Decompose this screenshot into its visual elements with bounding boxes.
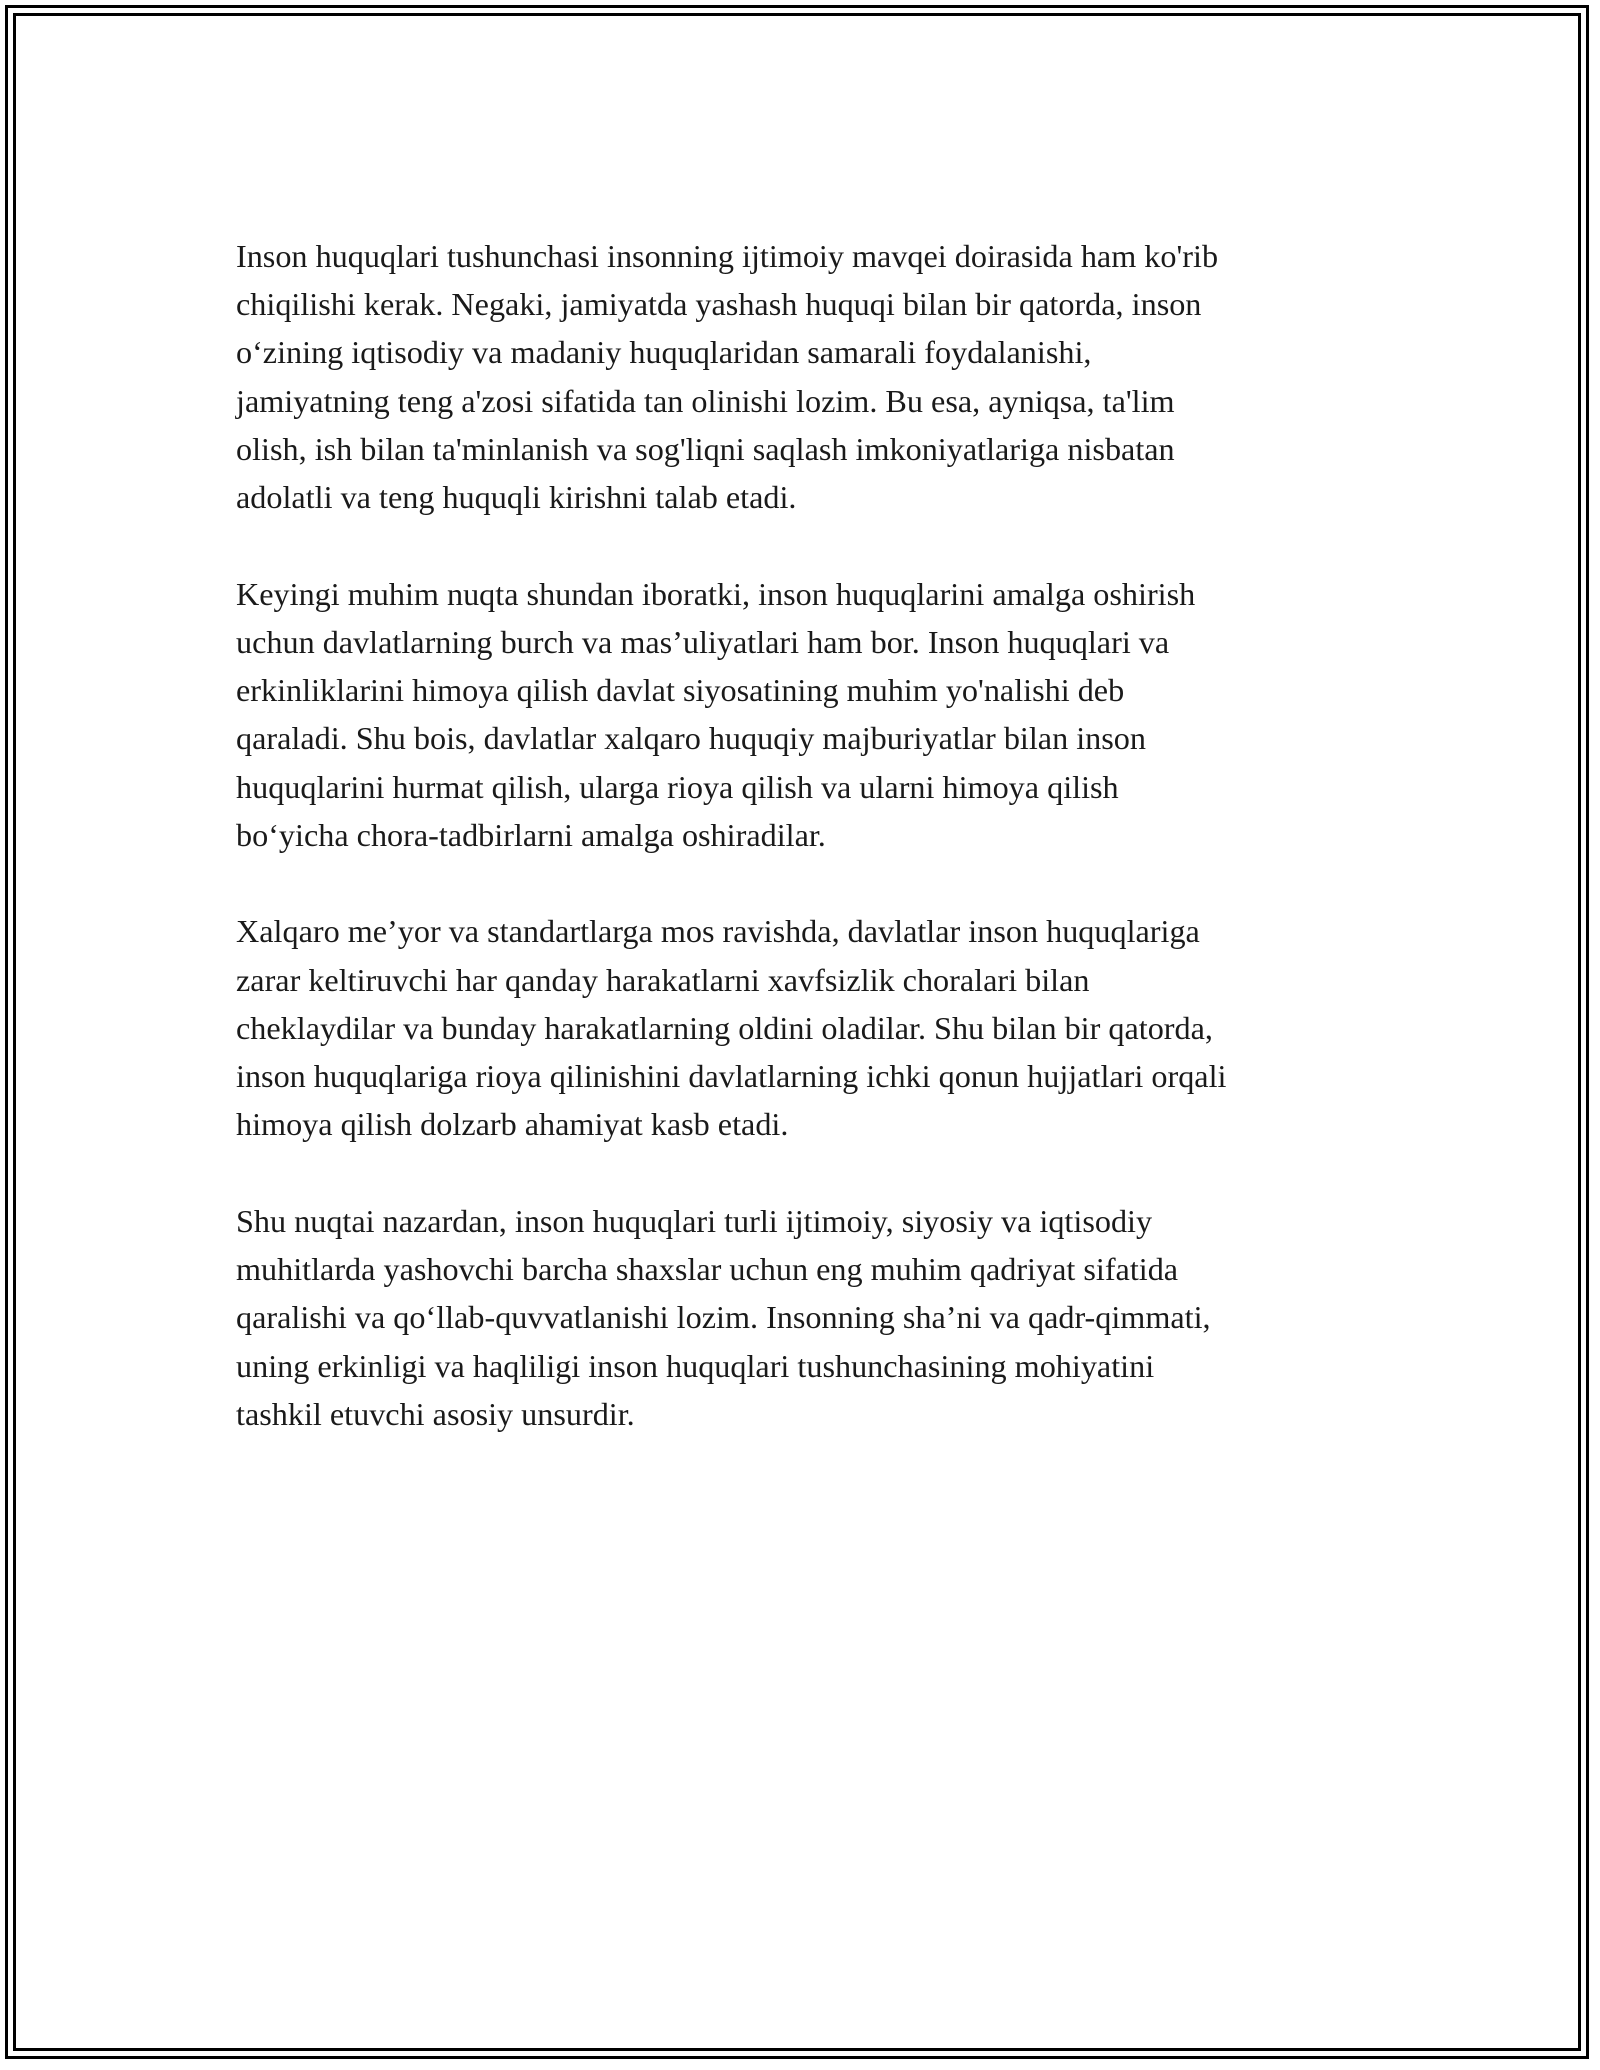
text-line: Xalqaro me’yor va standartlarga mos ravishda, davlatlar inson huquqlariga <box>236 913 1200 950</box>
text-line: uning erkinligi va haqliligi inson huquqlari tushunchasining mohiyatini <box>236 1347 1155 1384</box>
text-line: inson huquqlariga rioya qilinishini davlatlarning ichki qonun hujjatlari orqali <box>236 1058 1227 1095</box>
text-line: adolatli va teng huquqli kirishni talab etadi. <box>236 479 797 516</box>
text-line: Keyingi muhim nuqta shundan iboratki, inson huquqlarini amalga oshirish <box>236 575 1196 612</box>
text-line: huquqlarini hurmat qilish, ularga rioya qilish va ularni himoya qilish <box>236 768 1119 805</box>
text-line: tashkil etuvchi asosiy unsurdir. <box>236 1395 635 1432</box>
paragraph-human-rights-social-status <box>236 232 1386 521</box>
text-line: o‘zining iqtisodiy va madaniy huquqlaridan samarali foydalanishi, <box>236 334 1092 371</box>
text-line: erkinliklarini himoya qilish davlat siyosatining muhim yo'nalishi deb <box>236 672 1125 709</box>
text-line: himoya qilish dolzarb ahamiyat kasb etadi. <box>236 1106 789 1143</box>
text-line: zarar keltiruvchi har qanday harakatlarni xavfsizlik choralari bilan <box>236 961 1090 998</box>
text-line: qaralishi va qo‘llab-quvvatlanishi lozim. Insonning sha’ni va qadr-qimmati, <box>236 1299 1211 1336</box>
text-line: qaraladi. Shu bois, davlatlar xalqaro huquqiy majburiyatlar bilan inson <box>236 720 1146 757</box>
text-line: chiqilishi kerak. Negaki, jamiyatda yashash huquqi bilan bir qatorda, inson <box>236 286 1202 323</box>
text-line: Shu nuqtai nazardan, inson huquqlari turli ijtimoiy, siyosiy va iqtisodiy <box>236 1202 1153 1239</box>
text-line: uchun davlatlarning burch va mas’uliyatlari ham bor. Inson huquqlari va <box>236 623 1170 660</box>
document-body <box>236 232 1386 1486</box>
text-line: bo‘yicha chora-tadbirlarni amalga oshiradilar. <box>236 816 826 853</box>
text-line: olish, ish bilan ta'minlanish va sog'liqni saqlash imkoniyatlariga nisbatan <box>236 430 1175 467</box>
text-line: jamiyatning teng a'zosi sifatida tan olinishi lozim. Bu esa, ayniqsa, ta'lim <box>236 382 1175 419</box>
text-line: muhitlarda yashovchi barcha shaxslar uchun eng muhim qadriyat sifatida <box>236 1251 1179 1288</box>
paragraph-conclusion <box>236 1197 1386 1438</box>
paragraph-state-obligations <box>236 570 1386 859</box>
paragraph-international-standards <box>236 907 1386 1148</box>
text-line: cheklaydilar va bunday harakatlarning oldini oladilar. Shu bilan bir qatorda, <box>236 1009 1213 1046</box>
text-line: Inson huquqlari tushunchasi insonning ijtimoiy mavqei doirasida ham ko'rib <box>236 238 1219 274</box>
